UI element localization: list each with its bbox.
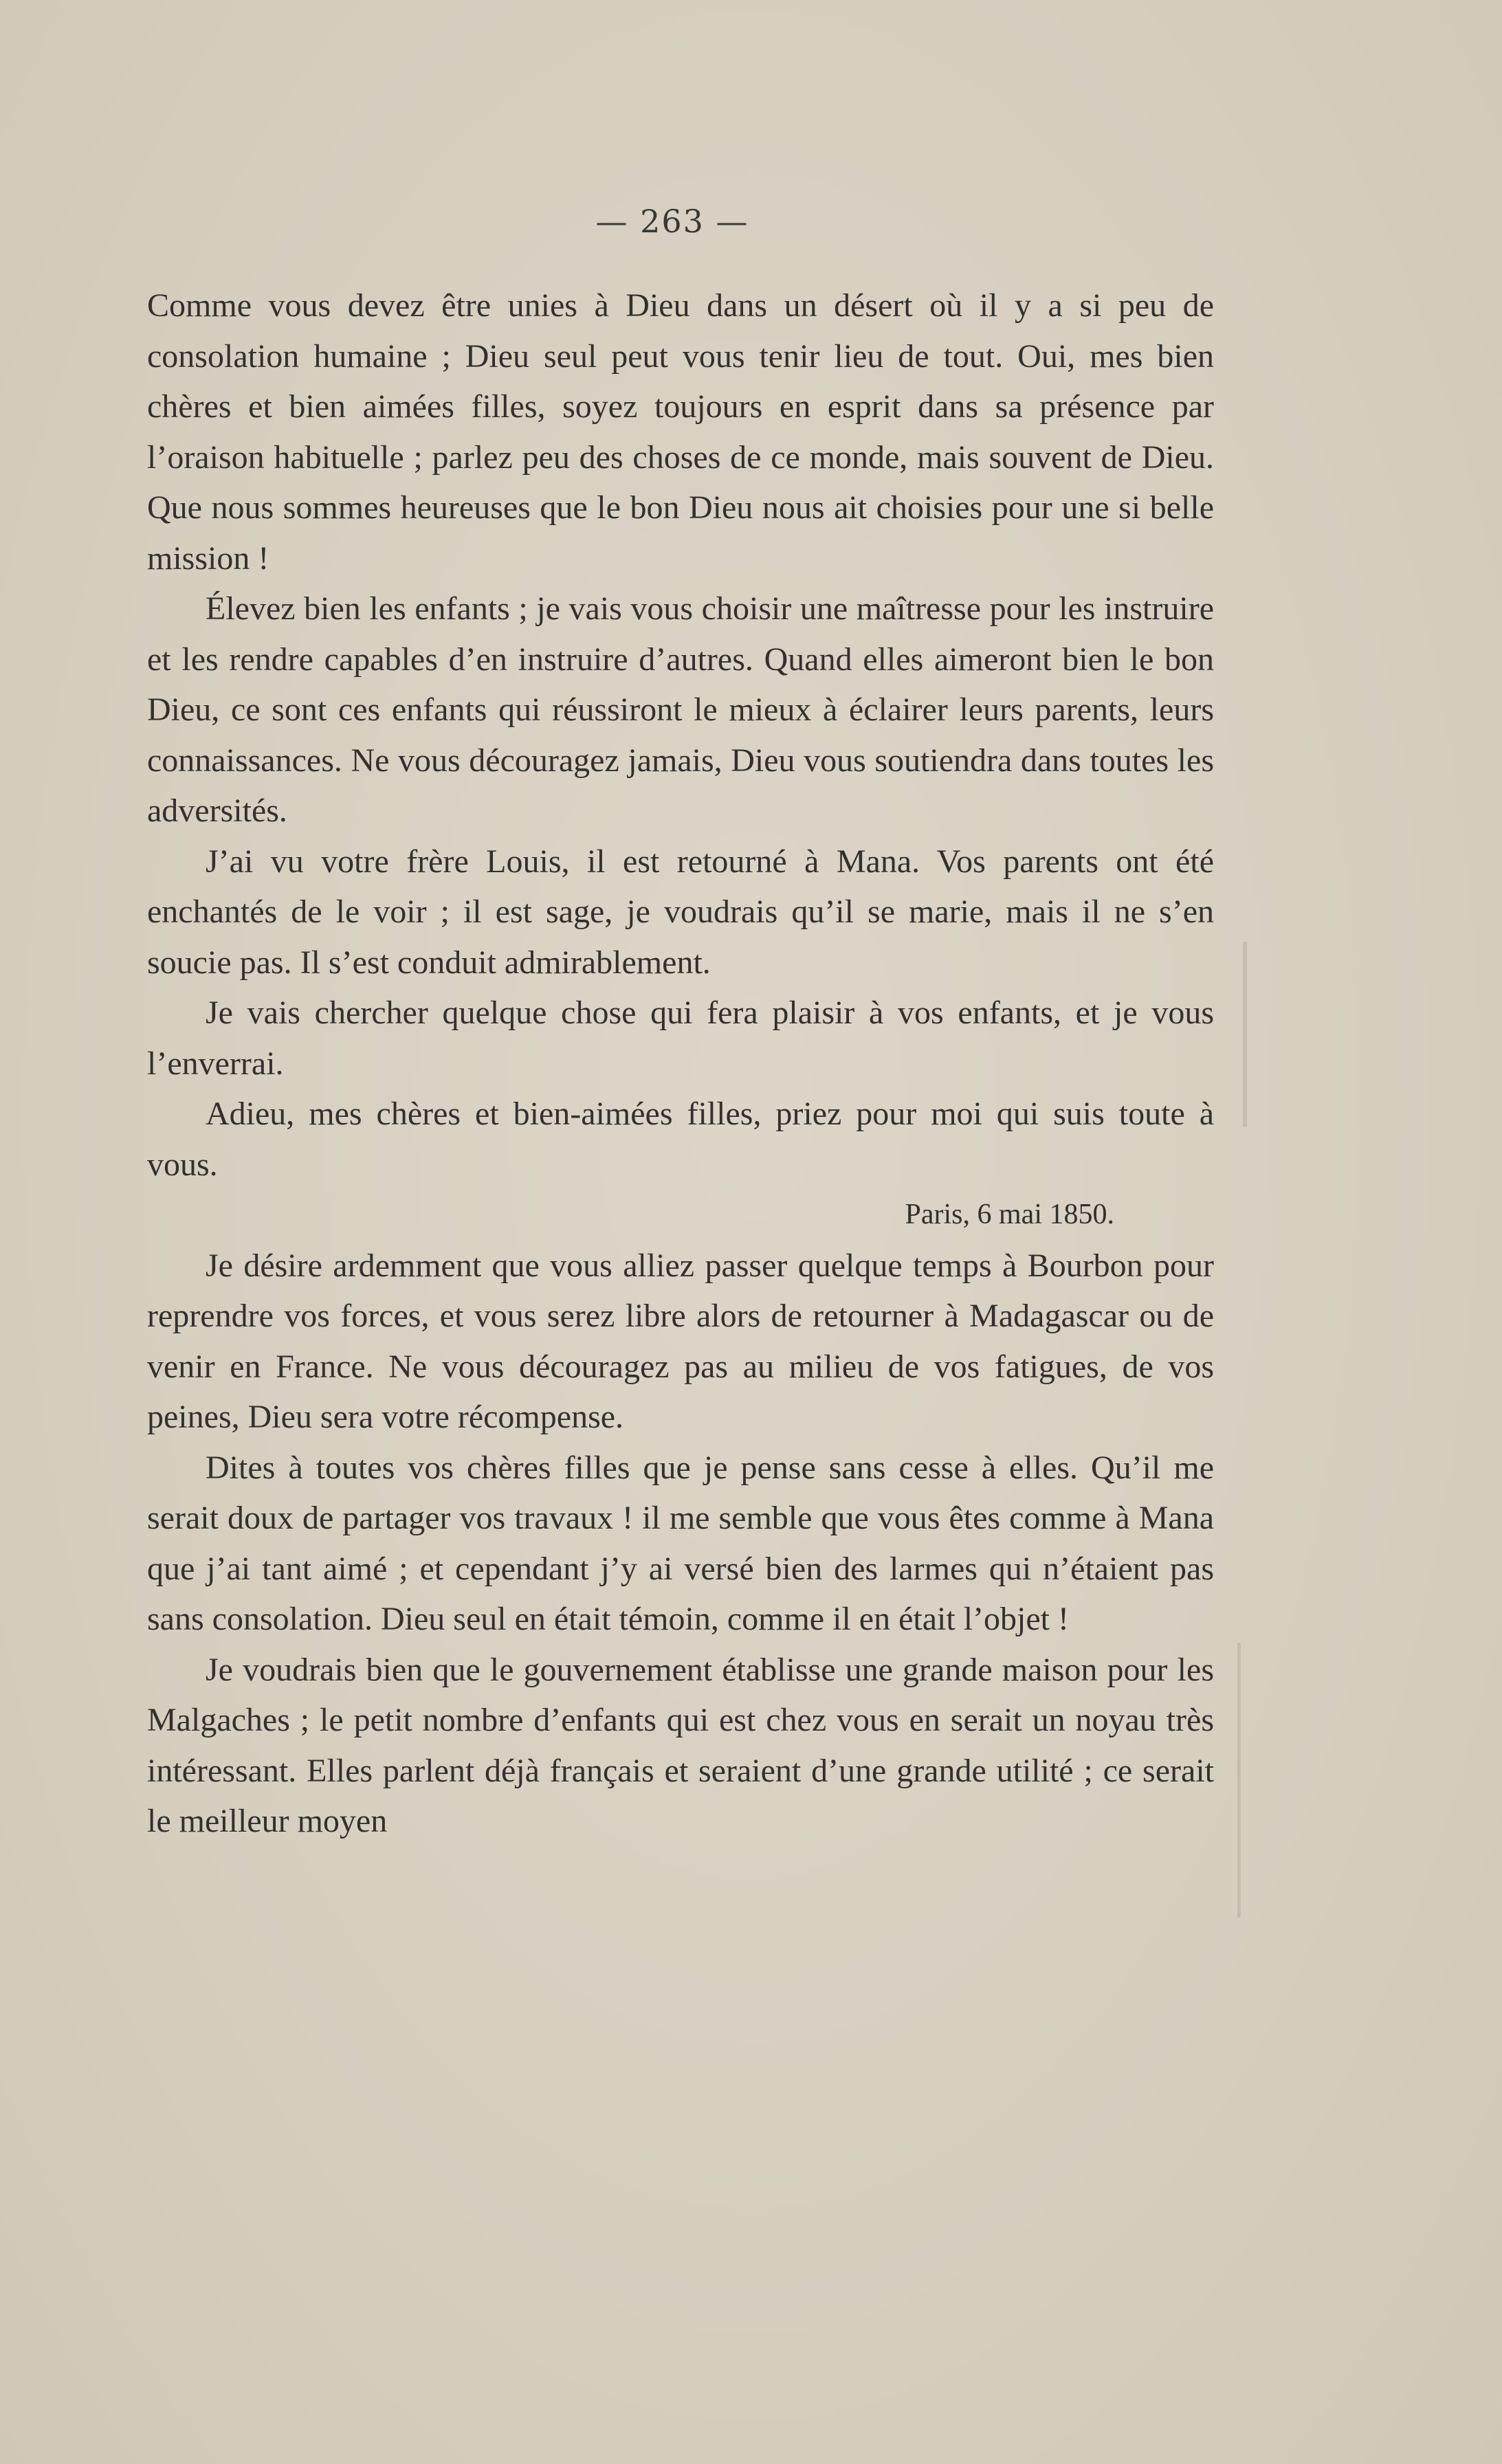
paragraph-1: Comme vous devez être unies à Dieu dans un désert où il y a si peu de consolation humaine ; Dieu seul peut vous tenir lieu de tout. Oui, mes bien chères et bien aimées filles, soyez toujours en esprit dans sa présence par l’oraison habituelle ; parlez peu des choses de ce monde, mais souvent de Dieu. Que nous sommes heureuses que le bon Dieu nous ait choisies pour une si belle mission ! <box>147 287 1214 577</box>
paragraph-8: Je voudrais bien que le gouvernement établisse une grande maison pour les Malgaches ; le petit nombre d’enfants qui est chez vous en serait un noyau très intéressant. Elles parlent déjà français et seraient d’une grande utilité ; ce serait le meilleur moyen <box>147 1651 1214 1839</box>
paragraph-6: Je désire ardemment que vous alliez passer quelque temps à Bourbon pour reprendre vos forces, et vous serez libre alors de retourner à Madagascar ou de venir en France. Ne vous découragez pas au milieu de vos fatigues, de vos peines, Dieu sera votre récompense. <box>147 1247 1214 1435</box>
margin-mark <box>1237 1643 1241 1918</box>
paragraph-4: Je vais chercher quelque chose qui fera plaisir à vos enfants, et je vous l’enverrai. <box>147 995 1214 1082</box>
paragraph-3: J’ai vu votre frère Louis, il est retourné à Mana. Vos parents ont été enchantés de le voir ; il est sage, je voudrais qu’il se marie, mais il ne s’en soucie pas. Il s’est conduit admirablement. <box>147 843 1214 981</box>
paragraph-5: Adieu, mes chères et bien-aimées filles, priez pour moi qui suis toute à vous. <box>147 1096 1214 1183</box>
dateline: Paris, 6 mai 1850. <box>905 1199 1114 1230</box>
body-text <box>147 280 1214 1847</box>
margin-mark <box>1243 942 1247 1127</box>
paragraph-7: Dites à toutes vos chères filles que je pense sans cesse à elles. Qu’il me serait doux de partager vos travaux ! il me semble que vous êtes comme à Mana que j’ai tant aimé ; et cependant j’y ai versé bien des larmes qui n’étaient pas sans consolation. Dieu seul en était témoin, comme il en était l’objet ! <box>147 1449 1214 1637</box>
page-number: — 263 — <box>595 203 749 240</box>
paragraph-2: Élevez bien les enfants ; je vais vous choisir une maîtresse pour les instruire et les rendre capables d’en instruire d’autres. Quand elles aimeront bien le bon Dieu, ce sont ces enfants qui réussiront le mieux à éclairer leurs parents, leurs connaissances. Ne vous découragez jamais, Dieu vous soutiendra dans toutes les adversités. <box>147 590 1214 829</box>
